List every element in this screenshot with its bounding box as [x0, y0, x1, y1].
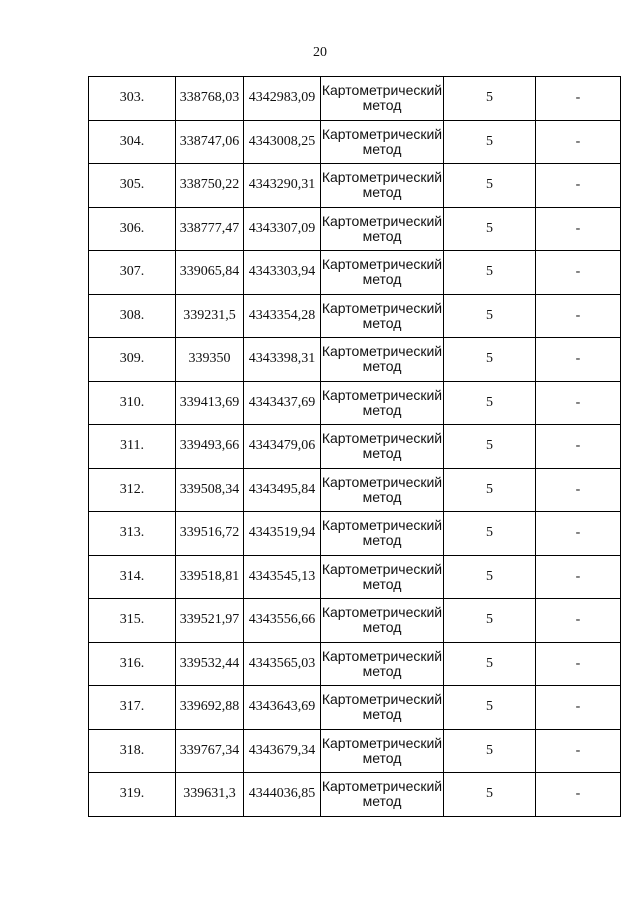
accuracy-cell: 5: [444, 164, 536, 208]
point-number-cell: 315.: [89, 599, 176, 643]
method-label-line2: метод: [362, 793, 402, 810]
method-label-line2: метод: [362, 532, 402, 549]
method-label-line2: метод: [362, 184, 402, 201]
coordinates-table-body: [89, 77, 621, 817]
table-row: [89, 164, 621, 208]
accuracy-cell: 5: [444, 773, 536, 817]
accuracy-cell: 5: [444, 555, 536, 599]
method-label-line1: Картометрический: [321, 473, 443, 490]
method-label-line2: метод: [362, 619, 402, 636]
method-label-line1: Картометрический: [321, 430, 443, 447]
x-coordinate-cell: 339532,44: [176, 642, 244, 686]
method-label-line2: метод: [362, 706, 402, 723]
accuracy-cell: 5: [444, 120, 536, 164]
method-cell: [321, 338, 444, 382]
point-number-cell: 303.: [89, 77, 176, 121]
coordinates-table: [88, 76, 621, 817]
y-coordinate-cell: 4343354,28: [244, 294, 321, 338]
method-cell: [321, 642, 444, 686]
x-coordinate-cell: 339631,3: [176, 773, 244, 817]
description-cell: -: [536, 729, 621, 773]
method-cell: [321, 729, 444, 773]
point-number-cell: 306.: [89, 207, 176, 251]
x-coordinate-cell: 339518,81: [176, 555, 244, 599]
x-coordinate-cell: 338768,03: [176, 77, 244, 121]
method-cell: [321, 164, 444, 208]
method-label-line1: Картометрический: [321, 647, 443, 664]
method-cell: [321, 425, 444, 469]
page-number: 20: [313, 45, 327, 60]
y-coordinate-cell: 4343519,94: [244, 512, 321, 556]
y-coordinate-cell: 4343437,69: [244, 381, 321, 425]
x-coordinate-cell: 338750,22: [176, 164, 244, 208]
accuracy-cell: 5: [444, 77, 536, 121]
description-cell: -: [536, 686, 621, 730]
x-coordinate-cell: 338777,47: [176, 207, 244, 251]
table-row: [89, 120, 621, 164]
table-row: [89, 425, 621, 469]
point-number-cell: 319.: [89, 773, 176, 817]
x-coordinate-cell: 339516,72: [176, 512, 244, 556]
method-cell: [321, 468, 444, 512]
accuracy-cell: 5: [444, 425, 536, 469]
x-coordinate-cell: 339692,88: [176, 686, 244, 730]
method-cell: [321, 77, 444, 121]
method-cell: [321, 599, 444, 643]
description-cell: -: [536, 425, 621, 469]
x-coordinate-cell: 339508,34: [176, 468, 244, 512]
y-coordinate-cell: 4343565,03: [244, 642, 321, 686]
y-coordinate-cell: 4343303,94: [244, 251, 321, 295]
table-row: [89, 338, 621, 382]
x-coordinate-cell: 339493,66: [176, 425, 244, 469]
method-label-line2: метод: [362, 575, 402, 592]
table-row: [89, 599, 621, 643]
description-cell: -: [536, 555, 621, 599]
x-coordinate-cell: 338747,06: [176, 120, 244, 164]
y-coordinate-cell: 4344036,85: [244, 773, 321, 817]
table-row: [89, 207, 621, 251]
table-row: [89, 642, 621, 686]
x-coordinate-cell: 339767,34: [176, 729, 244, 773]
x-coordinate-cell: 339521,97: [176, 599, 244, 643]
x-coordinate-cell: 339065,84: [176, 251, 244, 295]
accuracy-cell: 5: [444, 294, 536, 338]
method-label-line1: Картометрический: [321, 778, 443, 795]
accuracy-cell: 5: [444, 599, 536, 643]
description-cell: -: [536, 164, 621, 208]
description-cell: -: [536, 338, 621, 382]
description-cell: -: [536, 381, 621, 425]
description-cell: -: [536, 773, 621, 817]
method-label-line2: метод: [362, 445, 402, 462]
description-cell: -: [536, 207, 621, 251]
method-cell: [321, 294, 444, 338]
method-label-line1: Картометрический: [321, 169, 443, 186]
point-number-cell: 311.: [89, 425, 176, 469]
method-cell: [321, 773, 444, 817]
point-number-cell: 310.: [89, 381, 176, 425]
point-number-cell: 307.: [89, 251, 176, 295]
point-number-cell: 309.: [89, 338, 176, 382]
method-cell: [321, 207, 444, 251]
table-row: [89, 468, 621, 512]
y-coordinate-cell: 4343008,25: [244, 120, 321, 164]
method-label-line1: Картометрический: [321, 517, 443, 534]
method-label-line2: метод: [362, 271, 402, 288]
accuracy-cell: 5: [444, 251, 536, 295]
method-cell: [321, 686, 444, 730]
method-label-line1: Картометрический: [321, 256, 443, 273]
method-label-line1: Картометрический: [321, 734, 443, 751]
point-number-cell: 312.: [89, 468, 176, 512]
accuracy-cell: 5: [444, 642, 536, 686]
method-label-line1: Картометрический: [321, 343, 443, 360]
method-label-line2: метод: [362, 749, 402, 766]
method-label-line1: Картометрический: [321, 560, 443, 577]
description-cell: -: [536, 642, 621, 686]
point-number-cell: 318.: [89, 729, 176, 773]
table-row: [89, 251, 621, 295]
accuracy-cell: 5: [444, 729, 536, 773]
description-cell: -: [536, 120, 621, 164]
point-number-cell: 314.: [89, 555, 176, 599]
description-cell: -: [536, 599, 621, 643]
table-row: [89, 773, 621, 817]
method-label-line1: Картометрический: [321, 386, 443, 403]
description-cell: -: [536, 468, 621, 512]
description-cell: -: [536, 251, 621, 295]
method-cell: [321, 120, 444, 164]
x-coordinate-cell: 339231,5: [176, 294, 244, 338]
y-coordinate-cell: 4343479,06: [244, 425, 321, 469]
point-number-cell: 308.: [89, 294, 176, 338]
y-coordinate-cell: 4342983,09: [244, 77, 321, 121]
method-label-line1: Картометрический: [321, 212, 443, 229]
method-label-line2: метод: [362, 227, 402, 244]
method-cell: [321, 381, 444, 425]
table-row: [89, 729, 621, 773]
table-row: [89, 381, 621, 425]
point-number-cell: 316.: [89, 642, 176, 686]
method-label-line2: метод: [362, 140, 402, 157]
description-cell: -: [536, 512, 621, 556]
method-label-line2: метод: [362, 358, 402, 375]
method-label-line2: метод: [362, 97, 402, 114]
method-label-line1: Картометрический: [321, 299, 443, 316]
table-row: [89, 294, 621, 338]
point-number-cell: 317.: [89, 686, 176, 730]
method-label-line2: метод: [362, 401, 402, 418]
accuracy-cell: 5: [444, 686, 536, 730]
y-coordinate-cell: 4343679,34: [244, 729, 321, 773]
table-row: [89, 512, 621, 556]
y-coordinate-cell: 4343307,09: [244, 207, 321, 251]
method-cell: [321, 512, 444, 556]
table-row: [89, 77, 621, 121]
method-cell: [321, 251, 444, 295]
method-label-line1: Картометрический: [321, 125, 443, 142]
method-label-line2: метод: [362, 488, 402, 505]
y-coordinate-cell: 4343643,69: [244, 686, 321, 730]
y-coordinate-cell: 4343398,31: [244, 338, 321, 382]
point-number-cell: 304.: [89, 120, 176, 164]
x-coordinate-cell: 339413,69: [176, 381, 244, 425]
accuracy-cell: 5: [444, 338, 536, 382]
accuracy-cell: 5: [444, 468, 536, 512]
accuracy-cell: 5: [444, 207, 536, 251]
method-label-line1: Картометрический: [321, 691, 443, 708]
method-cell: [321, 555, 444, 599]
point-number-cell: 305.: [89, 164, 176, 208]
description-cell: -: [536, 77, 621, 121]
table-row: [89, 555, 621, 599]
y-coordinate-cell: 4343495,84: [244, 468, 321, 512]
method-label-line2: метод: [362, 314, 402, 331]
method-label-line1: Картометрический: [321, 82, 443, 99]
point-number-cell: 313.: [89, 512, 176, 556]
description-cell: -: [536, 294, 621, 338]
method-label-line1: Картометрический: [321, 604, 443, 621]
x-coordinate-cell: 339350: [176, 338, 244, 382]
accuracy-cell: 5: [444, 381, 536, 425]
y-coordinate-cell: 4343290,31: [244, 164, 321, 208]
y-coordinate-cell: 4343556,66: [244, 599, 321, 643]
table-row: [89, 686, 621, 730]
accuracy-cell: 5: [444, 512, 536, 556]
method-label-line2: метод: [362, 662, 402, 679]
y-coordinate-cell: 4343545,13: [244, 555, 321, 599]
